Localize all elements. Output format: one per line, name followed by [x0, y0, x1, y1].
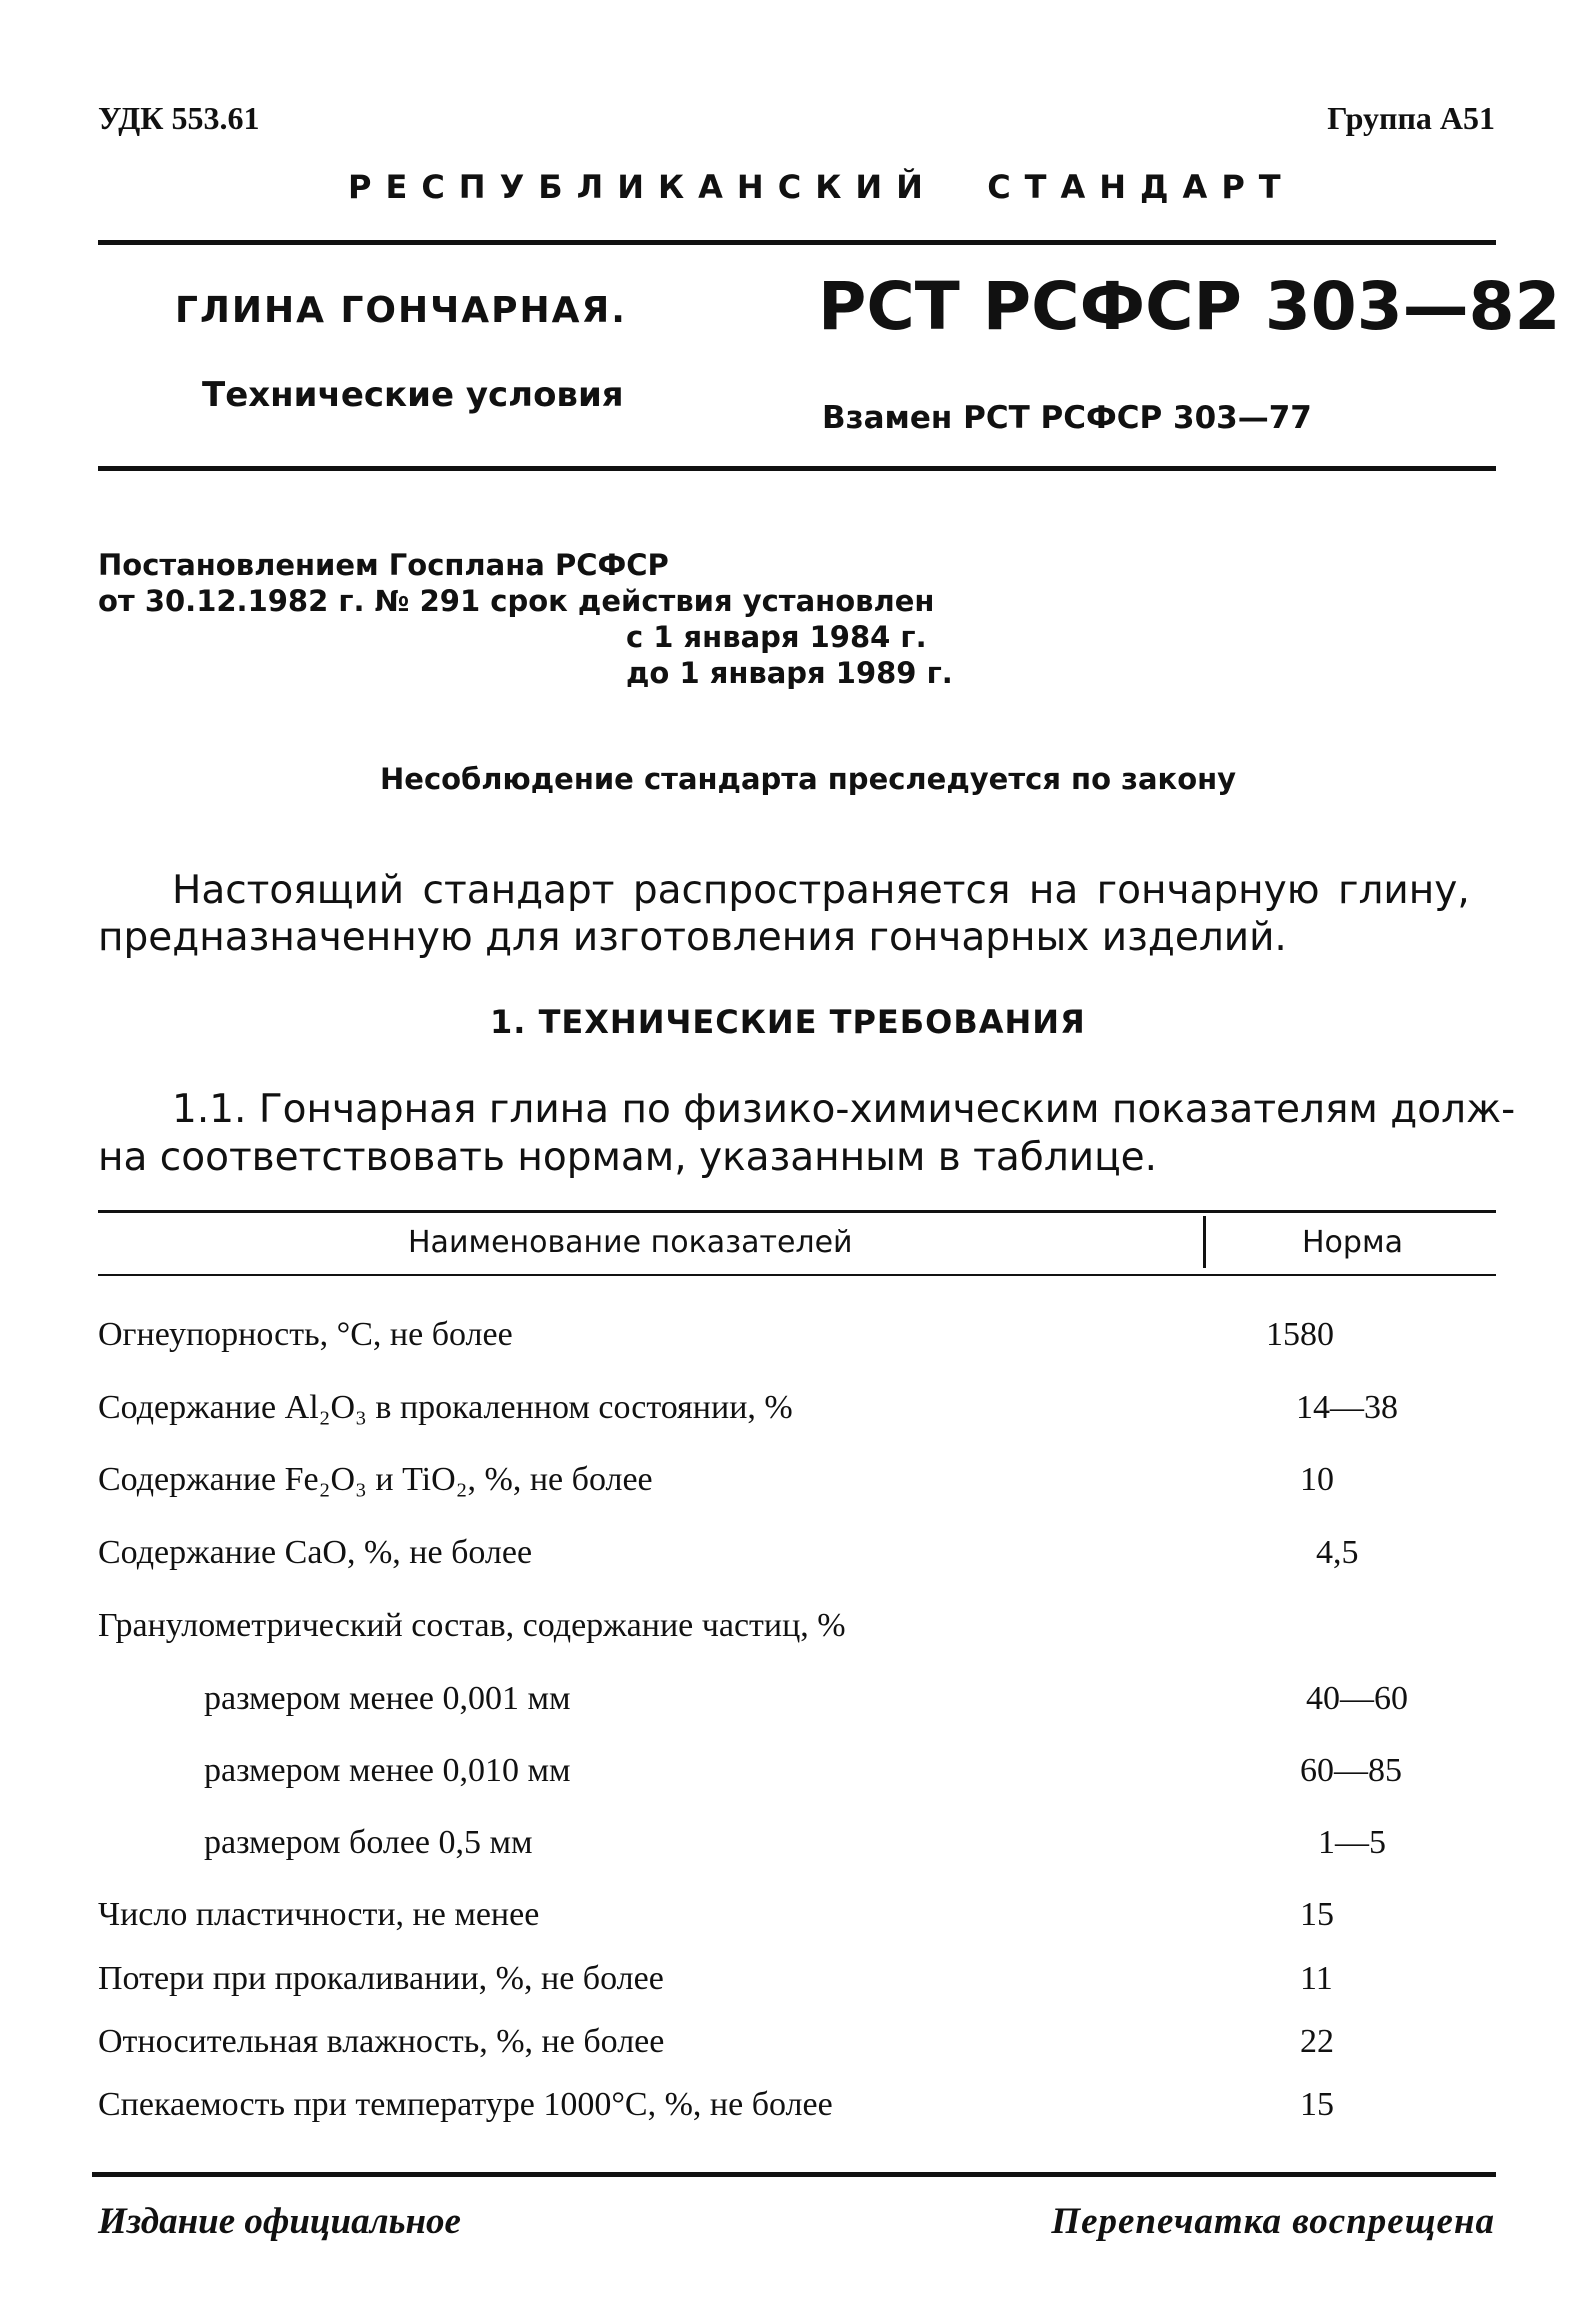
- table-row-name: Спекаемость при температуре 1000°С, %, не более: [98, 2086, 833, 2123]
- replaces-standard: Взамен РСТ РСФСР 303—77: [822, 400, 1312, 436]
- table-row-name: Содержание Al₂O₃ в прокаленном состоянии, %: [98, 1389, 793, 1426]
- table-row-value: 15: [1300, 1896, 1334, 1933]
- title-bottom-rule: [98, 466, 1496, 471]
- bottom-rule: [92, 2172, 1496, 2177]
- standard-subtitle: Технические условия: [202, 375, 624, 415]
- table-row-value: 40—60: [1306, 1680, 1408, 1717]
- table-row-name: Потери при прокаливании, %, не более: [98, 1960, 664, 1997]
- decree-line-3: с 1 января 1984 г.: [626, 620, 927, 654]
- table-row-name: размером более 0,5 мм: [204, 1824, 533, 1861]
- table-row-name: Относительная влажность, %, не более: [98, 2023, 665, 2060]
- table-row-name: размером менее 0,001 мм: [204, 1680, 571, 1717]
- table-row-name: Огнеупорность, °С, не более: [98, 1316, 513, 1353]
- decree-line-4: до 1 января 1989 г.: [626, 656, 953, 690]
- section-heading: 1. ТЕХНИЧЕСКИЕ ТРЕБОВАНИЯ: [490, 1003, 1086, 1041]
- republic-standard-label: РЕСПУБЛИКАНСКИЙ СТАНДАРТ: [348, 168, 1295, 206]
- standard-code: РСТ РСФСР 303—82: [818, 268, 1561, 345]
- table-row-name: Гранулометрический состав, содержание частиц, %: [98, 1607, 846, 1644]
- table-header-rule: [98, 1274, 1496, 1276]
- table-row-value: 4,5: [1316, 1534, 1359, 1571]
- table-row-name: Содержание CaO, %, не более: [98, 1534, 533, 1571]
- section-para-line-1: 1.1. Гончарная глина по физико-химическим показателям долж-: [172, 1087, 1516, 1132]
- group-code: Группа А51: [1327, 100, 1495, 136]
- table-header-norm: Норма: [1302, 1225, 1403, 1260]
- table-row-value: 1—5: [1318, 1824, 1386, 1861]
- standard-name: ГЛИНА ГОНЧАРНАЯ.: [175, 290, 627, 331]
- table-row-value: 22: [1300, 2023, 1334, 2060]
- table-row-name: Содержание Fe₂O₃ и TiO₂, %, не более: [98, 1461, 653, 1498]
- table-row-value: 14—38: [1296, 1389, 1398, 1426]
- table-row-value: 11: [1300, 1960, 1333, 1997]
- footer-reprint-prohibited: Перепечатка воспрещена: [1051, 2201, 1495, 2242]
- table-header-name: Наименование показателей: [408, 1225, 853, 1260]
- table-row-name: Число пластичности, не менее: [98, 1896, 540, 1933]
- legal-notice: Несоблюдение стандарта преследуется по закону: [380, 762, 1237, 796]
- table-row-value: 1580: [1266, 1316, 1334, 1353]
- decree-line-1: Постановлением Госплана РСФСР: [98, 548, 669, 582]
- intro-line-1: Настоящий стандарт распространяется на гончарную глину,: [172, 868, 1470, 913]
- table-top-rule: [98, 1210, 1496, 1213]
- section-para-line-2: на соответствовать нормам, указанным в таблице.: [98, 1135, 1158, 1180]
- udk-code: УДК 553.61: [98, 100, 260, 136]
- table-row-value: 60—85: [1300, 1752, 1402, 1789]
- table-row-value: 10: [1300, 1461, 1334, 1498]
- table-row-name: размером менее 0,010 мм: [204, 1752, 571, 1789]
- top-rule: [98, 240, 1496, 245]
- intro-line-2: предназначенную для изготовления гончарных изделий.: [98, 915, 1287, 960]
- table-row-value: 15: [1300, 2086, 1334, 2123]
- table-header-divider: [1203, 1216, 1206, 1268]
- decree-line-2: от 30.12.1982 г. № 291 срок действия установлен: [98, 584, 935, 618]
- footer-official-edition: Издание официальное: [98, 2201, 461, 2242]
